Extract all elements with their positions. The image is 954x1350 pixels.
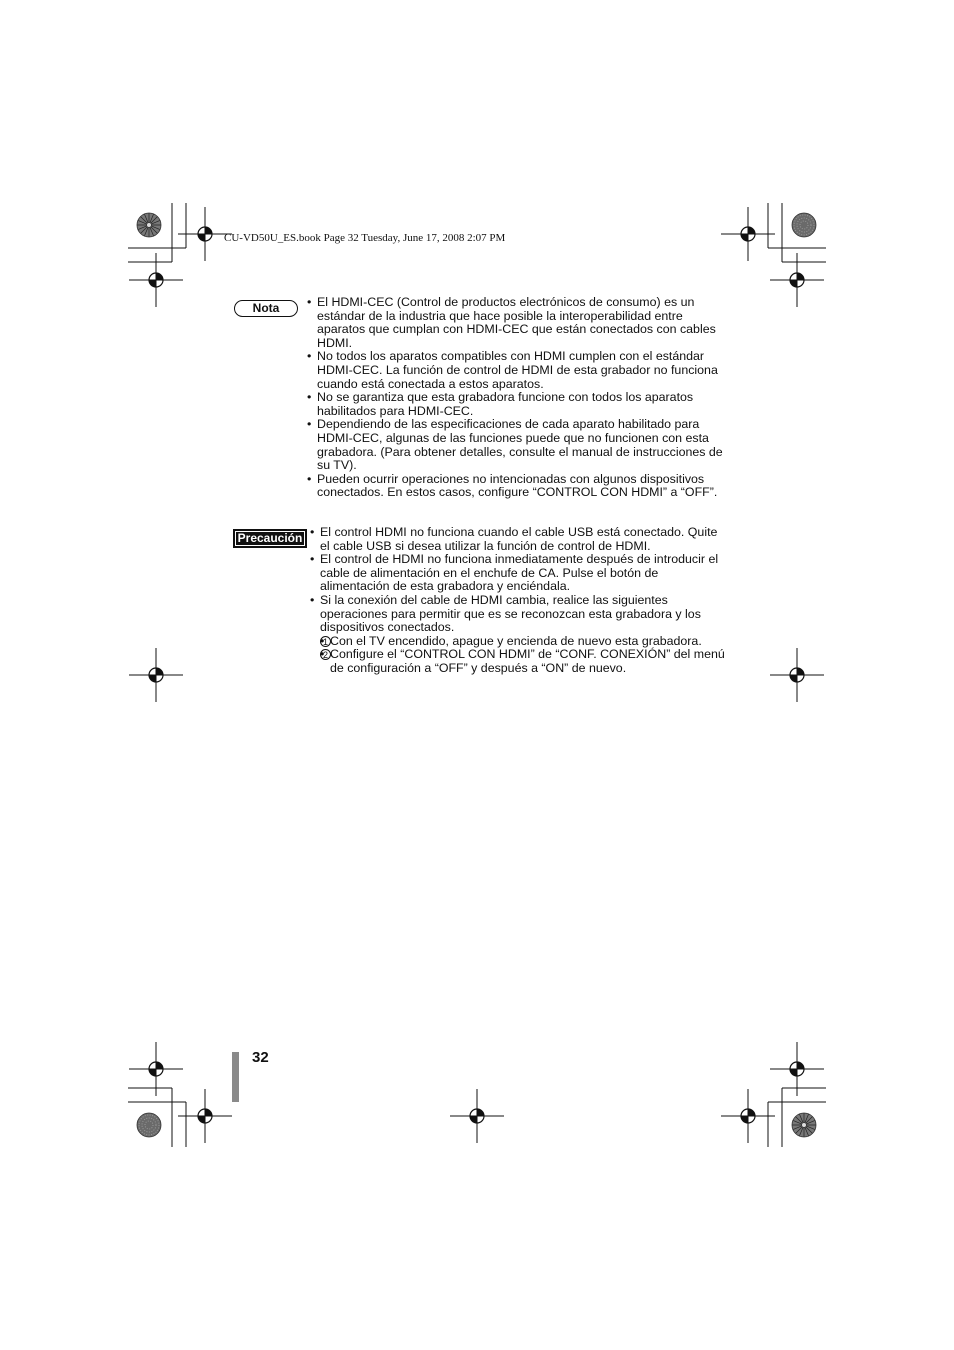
precaucion-item: • El control HDMI no funciona cuando el cable USB está conectado. Quite el cable USB si desea utilizar la función de control de HDMI. xyxy=(310,526,730,553)
step-item xyxy=(320,648,730,675)
step-text: Configure el “CONTROL CON HDMI” de “CONF. CONEXIÓN” del menú de configuración a “OFF” y después a “ON” de nuevo. xyxy=(330,647,725,675)
precaucion-item: • El control de HDMI no funciona inmediatamente después de introducir el cable de alimentación en el enchufe de CA. Pulse el botón de alimentación de esta grabadora y enciéndala. xyxy=(310,553,730,594)
nota-list xyxy=(307,296,727,500)
print-file-info: CU-VD50U_ES.book Page 32 Tuesday, June 17, 2008 2:07 PM xyxy=(224,232,506,244)
step-number-icon: • 2 xyxy=(320,649,331,660)
step-text: Con el TV encendido, apague y encienda de nuevo esta grabadora. xyxy=(330,633,702,648)
nota-item: • No se garantiza que esta grabadora funcione con todos los aparatos habilitados para HDMI-CEC. xyxy=(307,391,727,418)
precaucion-item-text: Si la conexión del cable de HDMI cambia, realice las siguientes operaciones para permitir que es se reconozcan esta grabadora y los dispositivos conectados. xyxy=(320,592,701,635)
page-edge-bar xyxy=(232,1052,239,1102)
steps-list xyxy=(320,635,730,676)
nota-label: Nota xyxy=(234,300,298,317)
precaucion-label: Precaución xyxy=(233,529,307,548)
nota-item: • El HDMI-CEC (Control de productos electrónicos de consumo) es un estándar de la industria que hace posible la interoperabilidad entre aparatos que cumplan con HDMI-CEC que están conectados con cables HDMI. xyxy=(307,296,727,350)
nota-item: • Dependiendo de las especificaciones de cada aparato habilitado para HDMI-CEC, algunas de las funciones puede que no funcionen con esta grabadora. (Para obtener detalles, consulte el manual de instrucciones de su TV). xyxy=(307,418,727,472)
precaucion-item xyxy=(310,594,730,676)
nota-item: • Pueden ocurrir operaciones no intencionadas con algunos dispositivos conectados. En estos casos, configure “CONTROL CON HDMI” a “OFF”. xyxy=(307,473,727,500)
nota-item: • No todos los aparatos compatibles con HDMI cumplen con el estándar HDMI-CEC. La función de control de HDMI de esta grabador no funciona cuando está conectada a estos aparatos. xyxy=(307,350,727,391)
step-number-icon: • 1 xyxy=(320,636,331,647)
precaucion-list xyxy=(310,526,730,676)
page-number: 32 xyxy=(252,1049,269,1066)
